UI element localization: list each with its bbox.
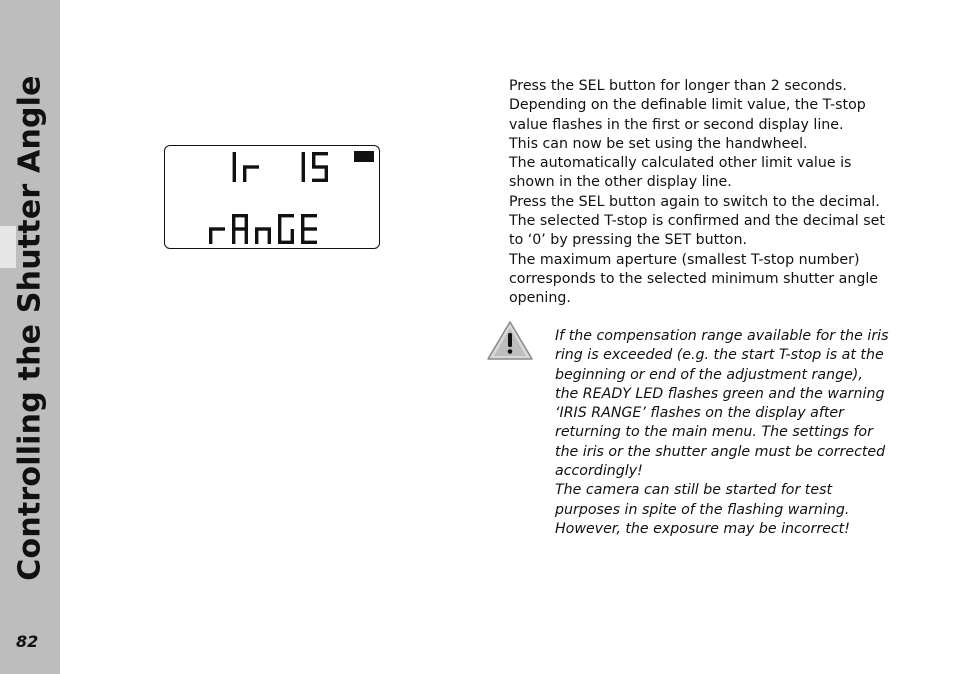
lcd-character: [233, 152, 236, 182]
instruction-paragraph: Depending on the definable limit value, the T-stop value flashes in the first or second display line.: [509, 97, 866, 133]
instruction-paragraph: Press the SEL button for longer than 2 seconds.: [509, 78, 847, 94]
warning-paragraph: The camera can still be started for test purposes in spite of the flashing warning. However, the exposure may be incorrect!: [555, 482, 850, 537]
instruction-text: [509, 77, 889, 309]
lcd-character: [209, 227, 225, 244]
lcd-display: [164, 145, 380, 249]
instruction-paragraph: The maximum aperture (smallest T-stop number) corresponds to the selected minimum shutter angle opening.: [509, 251, 879, 307]
lcd-character: [278, 214, 294, 244]
warning-paragraph: If the compensation range available for the iris ring is exceeded (e.g. the start T-stop is at the beginning or end of the adjustment range), the READY LED flashes green and the warning ‘IRIS RANGE’ flashes on the display after returning to the main menu. The settings for the iris or the shutter angle must be corrected accordingly!: [555, 328, 889, 480]
section-title: Controlling the Shutter Angle: [12, 75, 48, 581]
lcd-line-1: [233, 152, 328, 182]
lcd-line-2: [209, 214, 317, 244]
lcd-character: [312, 152, 328, 182]
lcd-character: [232, 214, 248, 244]
instruction-paragraph: This can now be set using the handwheel.: [509, 135, 808, 152]
page-number: 82: [16, 632, 39, 651]
instruction-paragraph: The selected T-stop is confirmed and the decimal set to ‘0’ by pressing the SET button.: [509, 213, 885, 249]
lcd-character: [243, 165, 259, 182]
sidebar: [0, 0, 60, 674]
instruction-paragraph: The automatically calculated other limit value is shown in the other display line.: [509, 155, 852, 191]
lcd-character: [301, 214, 317, 244]
warning-triangle-icon: [486, 320, 534, 366]
lcd-segments: [165, 146, 379, 248]
battery-block-icon: [354, 151, 374, 162]
instruction-paragraph: Press the SEL button again to switch to the decimal.: [509, 193, 880, 210]
lcd-character: [302, 152, 305, 182]
lcd-character: [255, 227, 271, 244]
warning-text: [555, 327, 890, 539]
